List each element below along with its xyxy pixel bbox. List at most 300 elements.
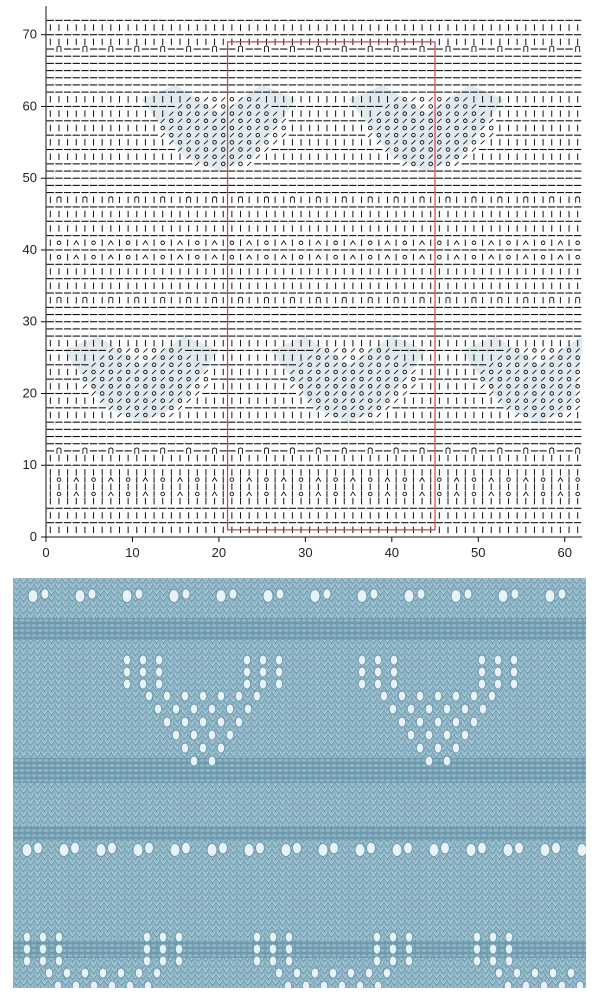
motif-eyelet-4 (473, 944, 481, 954)
eyelet-mark (368, 492, 372, 496)
motif-eyelet-2 (159, 932, 167, 942)
slip-mark (550, 197, 554, 203)
slip-mark (290, 46, 294, 52)
slip-mark (264, 46, 268, 52)
eyelet-row-hole (108, 842, 117, 854)
k2tog-mark (420, 241, 425, 245)
k2tog-mark (558, 255, 563, 259)
motif-eyelet-0 (235, 717, 243, 727)
k2tog-mark (558, 492, 563, 496)
slip-mark (239, 448, 243, 454)
eyelet-mark (57, 255, 61, 259)
y-tick-label-50: 50 (22, 170, 37, 186)
slip-mark (109, 46, 113, 52)
top-eyelet (464, 589, 472, 599)
k2tog-mark (74, 478, 79, 482)
slip-mark (498, 197, 502, 203)
motif-eyelet-0 (145, 691, 153, 701)
motif-eyelet-1 (380, 691, 388, 701)
motif-eyelet-0 (154, 704, 162, 714)
motif-eyelet-1 (407, 730, 415, 740)
yarn-over-mark (394, 392, 398, 396)
motif-eyelet-2 (175, 956, 183, 966)
yarn-over-mark (446, 162, 450, 166)
decrease-mark (472, 148, 476, 152)
yarn-over-mark (187, 392, 191, 396)
slip-mark (187, 46, 191, 52)
k2tog-mark (316, 492, 321, 496)
motif-eyelet-0 (243, 667, 251, 677)
decrease-mark (567, 413, 571, 417)
k2tog-mark (178, 255, 183, 259)
k2tog-mark (247, 478, 252, 482)
k2tog-mark (385, 492, 390, 496)
yarn-over-mark (230, 97, 234, 101)
decrease-mark (420, 104, 424, 108)
k2tog-mark (489, 255, 494, 259)
decrease-mark (489, 391, 493, 395)
decrease-mark (299, 391, 303, 395)
slip-mark (239, 297, 243, 303)
eyelet-row-hole (404, 842, 413, 854)
motif-eyelet-2 (126, 981, 134, 988)
motif-eyelet-2 (39, 932, 47, 942)
motif-eyelet-3 (389, 956, 397, 966)
eyelet-row-hole (281, 844, 291, 857)
k2tog-mark (350, 492, 355, 496)
top-eyelet (370, 589, 378, 599)
eyelet-mark (230, 255, 234, 259)
k2tog-mark (281, 255, 286, 259)
eyelet-mark (507, 492, 511, 496)
decrease-mark (143, 348, 147, 352)
motif-eyelet-0 (199, 717, 207, 727)
motif-eyelet-2 (143, 932, 151, 942)
top-eyelet (558, 589, 566, 599)
slip-mark (264, 297, 268, 303)
motif-eyelet-0 (155, 679, 163, 689)
eyelet-mark (403, 492, 407, 496)
eyelet-row-hole (355, 844, 365, 857)
motif-eyelet-1 (416, 691, 424, 701)
decrease-mark (515, 413, 519, 417)
x-tick-label-20: 20 (211, 545, 227, 560)
motif-eyelet-2 (99, 968, 107, 978)
y-tick-label-70: 70 (22, 26, 37, 42)
motif-eyelet-3 (302, 981, 310, 988)
motif-eyelet-0 (139, 655, 147, 665)
eyelet-row-hole (318, 844, 328, 857)
slip-mark (368, 46, 372, 52)
slip-mark (472, 46, 476, 52)
k2tog-mark (316, 478, 321, 482)
motif-eyelet-0 (123, 679, 131, 689)
eyelet-mark (126, 478, 130, 482)
k2tog-mark (247, 492, 252, 496)
eyelet-mark (161, 241, 165, 245)
k2tog-mark (454, 241, 459, 245)
motif-eyelet-3 (383, 968, 391, 978)
slip-mark (316, 448, 320, 454)
k2tog-mark (178, 492, 183, 496)
slip-mark (498, 297, 502, 303)
motif-eyelet-0 (155, 655, 163, 665)
decrease-mark (377, 413, 381, 417)
decrease-mark (385, 406, 389, 410)
motif-eyelet-2 (72, 981, 80, 988)
eyelet-mark (403, 255, 407, 259)
x-tick-label-30: 30 (298, 545, 313, 560)
eyelet-mark (472, 255, 476, 259)
eyelet-row-hole (96, 844, 106, 857)
eyelet-row-hole (540, 844, 550, 857)
eyelet-mark (92, 241, 96, 245)
slip-mark (420, 46, 424, 52)
slip-mark (213, 297, 217, 303)
motif-eyelet-1 (452, 691, 460, 701)
motif-eyelet-3 (269, 932, 277, 942)
k2tog-mark (523, 241, 528, 245)
eyelet-mark (541, 492, 545, 496)
top-eyelet (545, 590, 555, 603)
k2tog-mark (212, 478, 217, 482)
k2tog-mark (212, 255, 217, 259)
top-eyelet (75, 590, 85, 603)
decrease-mark (264, 148, 268, 152)
k2tog-mark (420, 478, 425, 482)
k2tog-mark (74, 255, 79, 259)
eyelet-row-hole (145, 842, 154, 854)
motif-eyelet-0 (275, 667, 283, 677)
k2tog-mark (316, 241, 321, 245)
motif-eyelet-1 (510, 667, 518, 677)
motif-eyelet-4 (513, 968, 521, 978)
decrease-mark (204, 370, 208, 374)
motif-eyelet-0 (123, 655, 131, 665)
k2tog-mark (178, 478, 183, 482)
decrease-mark (403, 391, 407, 395)
slip-mark (316, 46, 320, 52)
decrease-mark (524, 348, 528, 352)
decrease-mark (576, 391, 580, 395)
yarn-over-mark (213, 97, 217, 101)
motif-eyelet-0 (139, 679, 147, 689)
eyelet-mark (230, 241, 234, 245)
eyelet-mark (126, 241, 130, 245)
motif-eyelet-1 (494, 667, 502, 677)
y-tick-label-30: 30 (22, 313, 37, 329)
motif-eyelet-0 (275, 679, 283, 689)
decrease-mark (351, 348, 355, 352)
motif-eyelet-2 (23, 956, 31, 966)
decrease-mark (290, 384, 294, 388)
decrease-mark (411, 97, 415, 101)
motif-eyelet-4 (473, 956, 481, 966)
yarn-over-mark (239, 162, 243, 166)
slip-mark (187, 197, 191, 203)
eyelet-mark (265, 241, 269, 245)
motif-eyelet-1 (494, 655, 502, 665)
k2tog-mark (247, 241, 252, 245)
yarn-over-mark (576, 399, 580, 403)
eyelet-mark (576, 241, 580, 245)
x-tick-label-10: 10 (125, 545, 140, 560)
yarn-over-mark (412, 377, 416, 381)
slip-mark (239, 46, 243, 52)
eyelet-mark (265, 492, 269, 496)
slip-mark (290, 197, 294, 203)
slip-mark (342, 297, 346, 303)
eyelet-mark (334, 241, 338, 245)
slip-mark (213, 197, 217, 203)
slip-mark (576, 197, 580, 203)
motif-eyelet-4 (489, 956, 497, 966)
motif-eyelet-1 (461, 704, 469, 714)
yarn-over-mark (195, 385, 199, 389)
k2tog-mark (281, 492, 286, 496)
yarn-over-mark (221, 105, 225, 109)
k2tog-mark (454, 255, 459, 259)
k2tog-mark (385, 241, 390, 245)
motif-eyelet-2 (81, 968, 89, 978)
k2tog-mark (281, 241, 286, 245)
motif-eyelet-4 (495, 968, 503, 978)
slip-mark (420, 448, 424, 454)
slip-mark (498, 448, 502, 454)
eyelet-mark (334, 492, 338, 496)
motif-eyelet-1 (470, 691, 478, 701)
motif-eyelet-0 (172, 704, 180, 714)
slip-mark (83, 448, 87, 454)
motif-eyelet-1 (425, 730, 433, 740)
motif-eyelet-0 (190, 704, 198, 714)
motif-eyelet-3 (253, 932, 261, 942)
eyelet-mark (438, 492, 442, 496)
decrease-mark (282, 133, 286, 137)
motif-eyelet-1 (494, 679, 502, 689)
top-eyelet (498, 590, 508, 603)
yarn-over-mark (265, 141, 269, 145)
eyelet-mark (299, 478, 303, 482)
motif-eyelet-0 (208, 704, 216, 714)
motif-eyelet-1 (434, 691, 442, 701)
yarn-over-mark (282, 126, 286, 130)
motif-eyelet-3 (373, 956, 381, 966)
eyelet-row-hole (219, 842, 228, 854)
slip-mark (576, 297, 580, 303)
eyelet-row-hole (441, 842, 450, 854)
motif-eyelet-4 (549, 968, 557, 978)
slip-mark (394, 197, 398, 203)
eyelet-mark (576, 492, 580, 496)
motif-eyelet-0 (217, 743, 225, 753)
motif-eyelet-3 (389, 944, 397, 954)
motif-eyelet-1 (478, 679, 486, 689)
eyelet-mark (299, 255, 303, 259)
slip-mark (524, 297, 528, 303)
eyelet-row-hole (552, 842, 561, 854)
yarn-over-mark (420, 97, 424, 101)
slip-mark (472, 448, 476, 454)
k2tog-mark (385, 478, 390, 482)
slip-mark (394, 448, 398, 454)
top-eyelet (216, 590, 226, 603)
eyelet-mark (161, 255, 165, 259)
k2tog-mark (143, 492, 148, 496)
slip-mark (264, 448, 268, 454)
yarn-over-mark (403, 385, 407, 389)
motif-eyelet-2 (54, 981, 62, 988)
eyelet-mark (265, 255, 269, 259)
k2tog-mark (420, 255, 425, 259)
k2tog-mark (281, 478, 286, 482)
eyelet-row-hole (207, 844, 217, 857)
top-eyelet (417, 589, 425, 599)
yarn-over-mark (429, 105, 433, 109)
k2tog-mark (489, 478, 494, 482)
slip-mark (576, 46, 580, 52)
eyelet-row-hole (515, 842, 524, 854)
slip-mark (161, 46, 165, 52)
slip-mark (316, 297, 320, 303)
motif-eyelet-1 (416, 717, 424, 727)
k2tog-mark (454, 478, 459, 482)
decrease-mark (403, 162, 407, 166)
motif-eyelet-4 (567, 968, 575, 978)
eyelet-row-hole (330, 842, 339, 854)
slip-mark (394, 46, 398, 52)
eyelet-mark (299, 241, 303, 245)
motif-eyelet-2 (117, 968, 125, 978)
x-tick-label-50: 50 (471, 545, 486, 560)
slip-mark (550, 297, 554, 303)
motif-eyelet-1 (425, 704, 433, 714)
yarn-over-mark (541, 356, 545, 360)
motif-eyelet-4 (505, 956, 513, 966)
slip-mark (213, 448, 217, 454)
slip-mark (550, 448, 554, 454)
decrease-mark (429, 97, 433, 101)
motif-eyelet-0 (181, 691, 189, 701)
slip-mark (83, 197, 87, 203)
slip-mark (342, 46, 346, 52)
eyelet-mark (472, 478, 476, 482)
slip-mark (316, 197, 320, 203)
motif-eyelet-3 (285, 944, 293, 954)
motif-eyelet-0 (163, 717, 171, 727)
motif-eyelet-2 (45, 968, 53, 978)
yarn-over-mark (204, 377, 208, 381)
motif-eyelet-3 (373, 944, 381, 954)
motif-eyelet-3 (405, 956, 413, 966)
motif-eyelet-3 (374, 981, 382, 988)
decrease-mark (83, 384, 87, 388)
motif-eyelet-1 (390, 655, 398, 665)
decrease-mark (169, 413, 173, 417)
top-eyelet (511, 589, 519, 599)
k2tog-mark (489, 241, 494, 245)
decrease-mark (342, 356, 346, 360)
motif-eyelet-0 (139, 667, 147, 677)
motif-region-2 (461, 336, 582, 422)
k2tog-mark (454, 492, 459, 496)
k2tog-mark (350, 478, 355, 482)
slip-mark (420, 297, 424, 303)
k2tog-mark (212, 492, 217, 496)
motif-eyelet-0 (163, 691, 171, 701)
motif-eyelet-0 (190, 730, 198, 740)
motif-eyelet-1 (425, 756, 433, 766)
slip-mark (57, 197, 61, 203)
motif-eyelet-2 (144, 981, 152, 988)
slip-mark (394, 297, 398, 303)
eyelet-mark (126, 492, 130, 496)
knit-swatch-photo (13, 578, 586, 988)
decrease-mark (489, 119, 493, 123)
motif-eyelet-0 (275, 655, 283, 665)
y-tick-label-20: 20 (22, 385, 37, 401)
k2tog-mark (523, 478, 528, 482)
decrease-mark (178, 406, 182, 410)
top-eyelet (28, 590, 38, 603)
eyelet-row-hole (170, 844, 180, 857)
eyelet-mark (438, 241, 442, 245)
slip-mark (342, 197, 346, 203)
top-eyelet (88, 589, 96, 599)
eyelet-mark (507, 478, 511, 482)
yarn-over-mark (559, 413, 563, 417)
yarn-over-mark (489, 126, 493, 130)
eyelet-row-hole (256, 842, 265, 854)
decrease-mark (411, 384, 415, 388)
slip-mark (161, 297, 165, 303)
motif-eyelet-4 (558, 981, 566, 988)
k2tog-mark (74, 241, 79, 245)
motif-eyelet-0 (217, 717, 225, 727)
motif-eyelet-3 (405, 944, 413, 954)
motif-eyelet-1 (398, 691, 406, 701)
top-eyelet (404, 590, 414, 603)
motif-eyelet-2 (143, 944, 151, 954)
garter-band-2 (13, 826, 586, 840)
eyelet-mark (57, 478, 61, 482)
motif-eyelet-0 (155, 667, 163, 677)
motif-eyelet-1 (374, 655, 382, 665)
slip-mark (57, 297, 61, 303)
motif-eyelet-1 (398, 717, 406, 727)
eyelet-row-hole (503, 844, 513, 857)
k2tog-mark (385, 255, 390, 259)
motif-eyelet-3 (275, 968, 283, 978)
motif-eyelet-0 (253, 691, 261, 701)
eyelet-row-hole (478, 842, 487, 854)
slip-mark (576, 448, 580, 454)
motif-eyelet-0 (199, 743, 207, 753)
decrease-mark (455, 162, 459, 166)
motif-eyelet-1 (461, 730, 469, 740)
y-tick-label-40: 40 (22, 241, 37, 257)
motif-eyelet-1 (434, 717, 442, 727)
motif-eyelet-3 (269, 956, 277, 966)
decrease-mark (481, 140, 485, 144)
eyelet-mark (161, 478, 165, 482)
slip-mark (472, 197, 476, 203)
eyelet-row-hole (367, 842, 376, 854)
slip-mark (161, 197, 165, 203)
k2tog-mark (178, 241, 183, 245)
eyelet-mark (195, 492, 199, 496)
yarn-over-mark (135, 349, 139, 353)
